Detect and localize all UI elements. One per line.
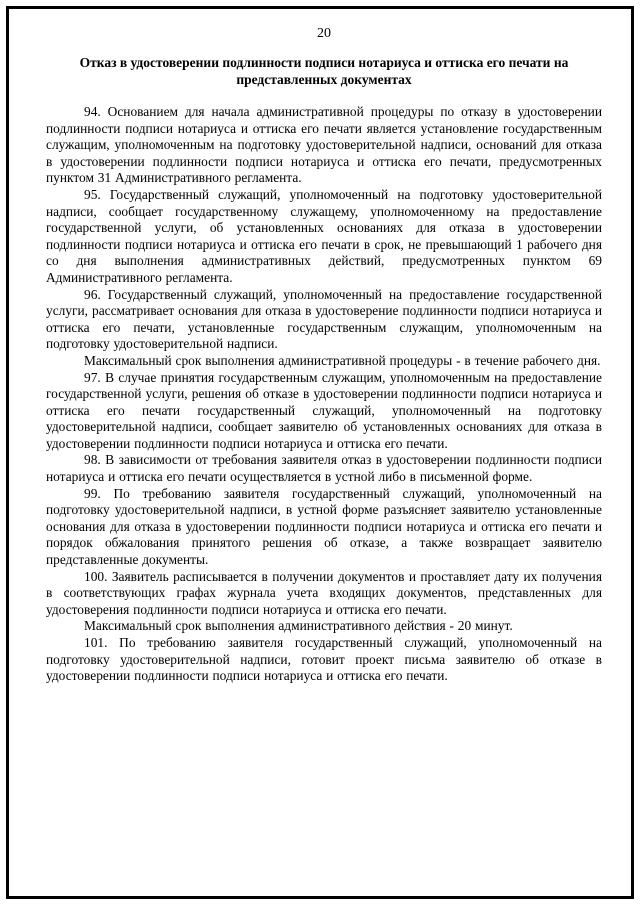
- document-page: [46, 26, 602, 685]
- paragraph-100: 100. Заявитель расписывается в получении документов и проставляет дату их получения в соответствующих графах журнала учета входящих документов, представленных для удостоверения подлинности подписи нотариуса и оттиска его печати.: [46, 568, 602, 617]
- paragraph-96: 96. Государственный служащий, уполномоченный на предоставление государственной услуги, рассматривает основания для отказа в удостоверение подлинности подписи нотариуса и оттиска его печати, установленные государственным служащим, уполномоченным на подготовку удостоверительной надписи.: [46, 286, 602, 352]
- paragraph-max-procedure-duration: Максимальный срок выполнения административной процедуры - в течение рабочего дня.: [84, 352, 601, 368]
- paragraph-101: 101. По требованию заявителя государственный служащий, уполномоченный на подготовку удостоверительной надписи, готовит проект письма заявителю об отказе в удостоверении подлинности подписи нотариуса и оттиска его печати.: [46, 635, 602, 684]
- page-number: 20: [317, 26, 331, 41]
- section-heading: Отказ в удостоверении подлинности подписи нотариуса и оттиска его печати на представленных документах: [79, 55, 569, 87]
- paragraph-95: 95. Государственный служащий, уполномоченный на подготовку удостоверительной надписи, сообщает государственному служащему, уполномоченному на предоставление государственной услуги, об установленных основаниях для отказа в удостоверении подлинности подписи нотариуса и оттиска его печати в срок, не превышающий 1 рабочего дня со дня выполнения административных действий, предусмотренных пунктом 69 Административного регламента.: [46, 186, 602, 285]
- paragraph-98: 98. В зависимости от требования заявителя отказ в удостоверении подлинности подписи нотариуса и оттиска его печати осуществляется в устной либо в письменной форме.: [46, 452, 602, 485]
- paragraph-97: 97. В случае принятия государственным служащим, уполномоченным на предоставление государственной услуги, решения об отказе в удостоверении подлинности подписи нотариуса и оттиска его печати государственный служащий, уполномоченный на подготовку удостоверительной надписи, сообщает заявителю об установленных основаниях для отказа в удостоверении подлинности подписи нотариуса и оттиска его печати.: [46, 369, 602, 451]
- paragraph-94: 94. Основанием для начала административной процедуры по отказу в удостоверении подлинности подписи нотариуса и оттиска его печати является установление государственным служащим, уполномоченным на подготовку удостоверительной надписи, оснований для отказа в удостоверении подлинности подписи нотариуса и оттиска его печати, предусмотренных пунктом 31 Административного регламента.: [46, 104, 602, 186]
- paragraph-max-action-duration: Максимальный срок выполнения административного действия - 20 минут.: [84, 618, 513, 634]
- paragraph-99: 99. По требованию заявителя государственный служащий, уполномоченный на подготовку удостоверительной надписи, в устной форме разъясняет заявителю установленные основания для отказа в удостоверении подлинности подписи нотариуса и оттиска его печати и порядок обжалования принятого решения об отказе, а также возвращает заявителю представленные документы.: [46, 485, 602, 568]
